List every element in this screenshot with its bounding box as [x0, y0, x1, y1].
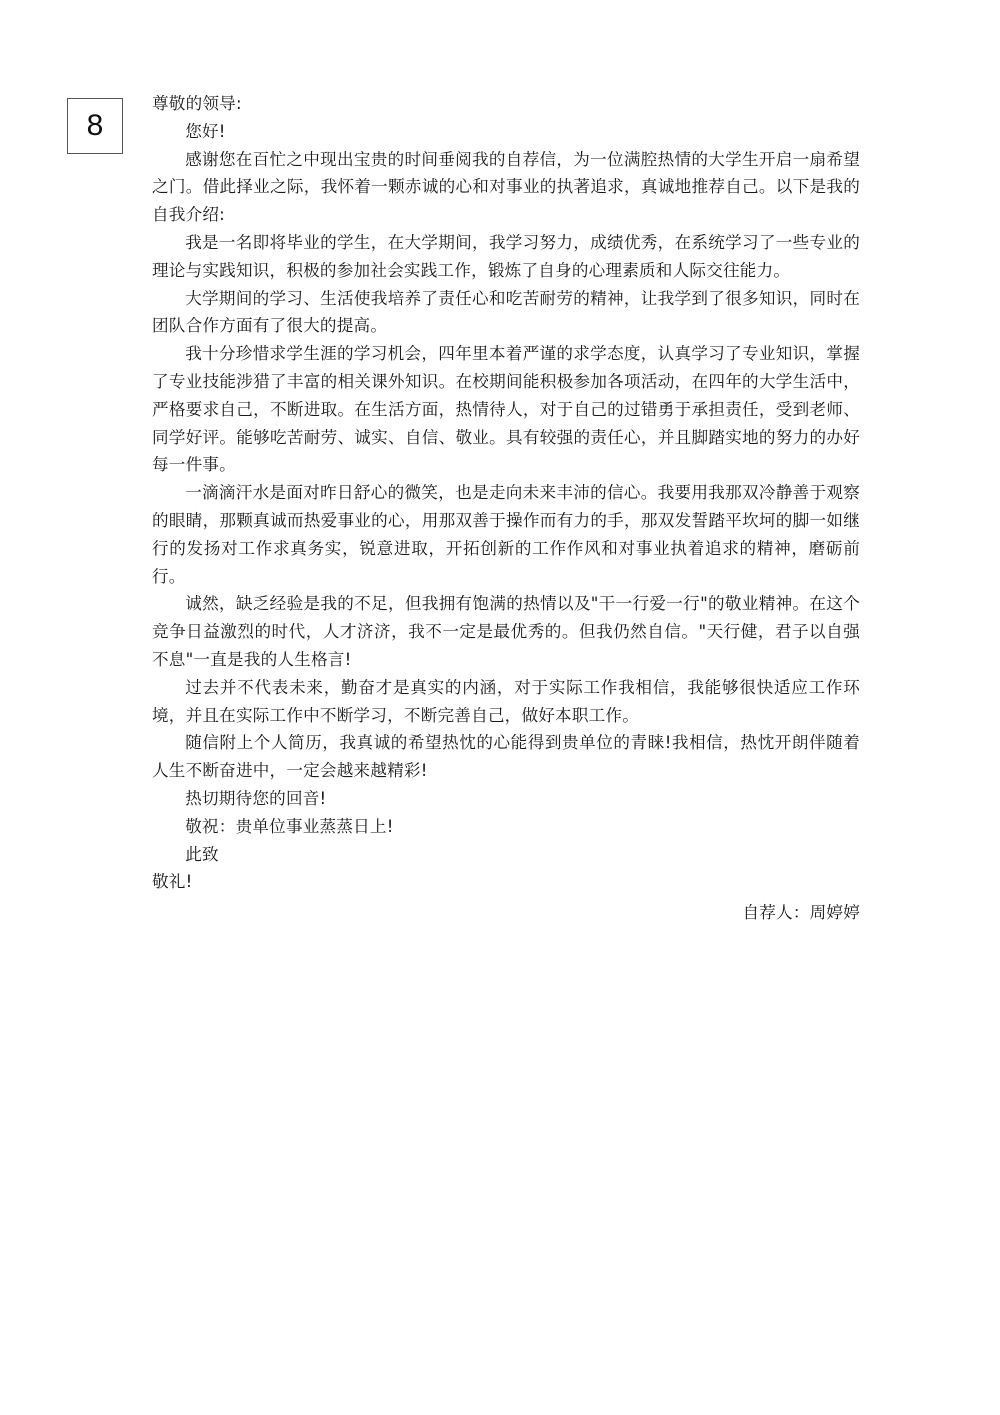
- letter-wishes: 敬祝：贵单位事业蒸蒸日上!: [185, 816, 394, 836]
- letter-paragraph: 随信附上个人简历，我真诚的希望热忱的心能得到贵单位的青睐!我相信，热忱开朗伴随着人生不断奋进中，一定会越来越精彩!: [152, 733, 860, 781]
- cover-letter: [152, 90, 860, 927]
- letter-greeting: 您好!: [185, 121, 226, 141]
- letter-signature: 自荐人：周婷婷: [742, 903, 860, 923]
- letter-paragraph: 诚然，缺乏经验是我的不足，但我拥有饱满的热情以及"干一行爱一行"的敬业精神。在这个竞争日益激烈的时代，人才济济，我不一定是最优秀的。但我仍然自信。"天行健，君子以自强不息"一直是我的人生格言!: [152, 594, 860, 669]
- letter-paragraph: 感谢您在百忙之中现出宝贵的时间垂阅我的自荐信，为一位满腔热情的大学生开启一扇希望之门。借此择业之际，我怀着一颗赤诚的心和对事业的执著追求，真诚地推荐自己。以下是我的自我介绍:: [152, 149, 860, 225]
- letter-ci-zhi: 此致: [185, 844, 219, 864]
- letter-jing-li: 敬礼!: [152, 872, 193, 892]
- letter-paragraph: 大学期间的学习、生活使我培养了责任心和吃苦耐劳的精神，让我学到了很多知识，同时在团队合作方面有了很大的提高。: [152, 288, 860, 336]
- letter-paragraph: 我是一名即将毕业的学生，在大学期间，我学习努力，成绩优秀，在系统学习了一些专业的理论与实践知识，积极的参加社会实践工作，锻炼了自身的心理素质和人际交往能力。: [152, 232, 860, 280]
- letter-paragraph: 一滴滴汗水是面对昨日舒心的微笑，也是走向未来丰沛的信心。我要用我那双冷静善于观察的眼睛，那颗真诚而热爱事业的心，用那双善于操作而有力的手，那双发誓踏平坎坷的脚一如继行的发扬对工作求真务实，锐意进取，开拓创新的工作作风和对事业执着追求的精神，磨砺前行。: [152, 483, 860, 586]
- letter-paragraph: 过去并不代表未来，勤奋才是真实的内涵，对于实际工作我相信，我能够很快适应工作环境，并且在实际工作中不断学习，不断完善自己，做好本职工作。: [152, 677, 860, 725]
- page-number: 8: [86, 109, 104, 142]
- page-number-box: [67, 98, 123, 154]
- letter-paragraph: 我十分珍惜求学生涯的学习机会，四年里本着严谨的求学态度，认真学习了专业知识，掌握了专业技能涉猎了丰富的相关课外知识。在校期间能积极参加各项活动，在四年的大学生活中，严格要求自己，不断进取。在生活方面，热情待人，对于自己的过错勇于承担责任，受到老师、同学好评。能够吃苦耐劳、诚实、自信、敬业。具有较强的责任心，并且脚踏实地的努力的办好每一件事。: [152, 344, 860, 475]
- letter-salutation: 尊敬的领导:: [152, 94, 242, 113]
- letter-closing-expectation: 热切期待您的回音!: [185, 788, 327, 808]
